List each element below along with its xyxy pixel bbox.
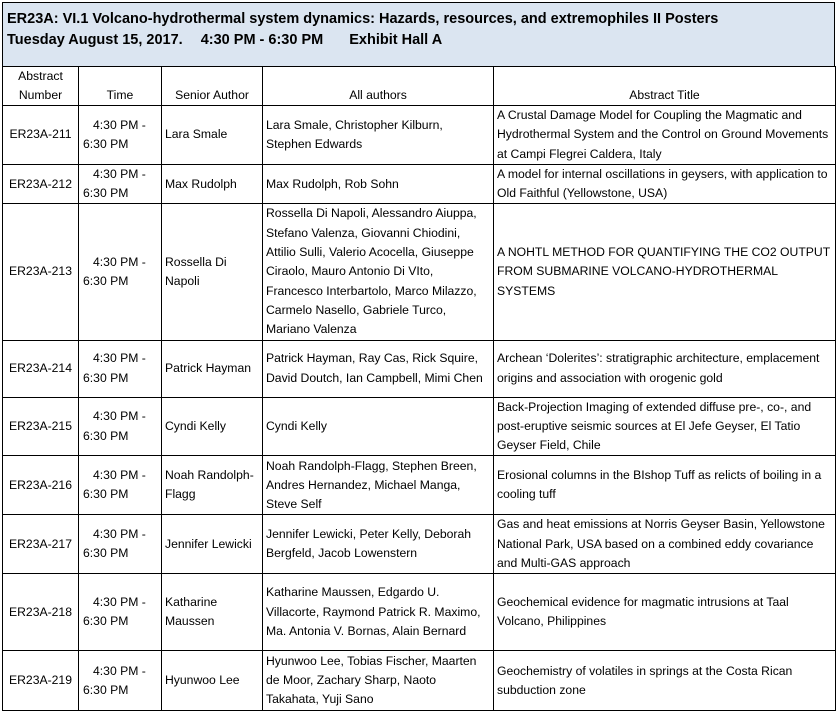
time-end: 6:30 PM bbox=[83, 274, 129, 289]
time-cell bbox=[79, 204, 162, 340]
abstract-number-cell: ER23A-218 bbox=[3, 574, 79, 651]
time-cell bbox=[79, 456, 162, 515]
time-start: 4:30 PM - bbox=[93, 117, 146, 132]
all-authors-cell: Katharine Maussen, Edgardo U. Villacorte, Raymond Patrick R. Maximo, Ma. Antonia V. Bornas, Alain Bernard bbox=[263, 574, 494, 651]
all-authors-cell: Jennifer Lewicki, Peter Kelly, Deborah Bergfeld, Jacob Lowenstern bbox=[263, 515, 494, 574]
time-cell bbox=[79, 651, 162, 711]
time-end: 6:30 PM bbox=[83, 370, 129, 385]
table-row bbox=[3, 456, 836, 515]
abstract-title-cell: Erosional columns in the BIshop Tuff as relicts of boiling in a cooling tuff bbox=[494, 456, 836, 515]
all-authors-cell: Lara Smale, Christopher Kilburn, Stephen Edwards bbox=[263, 106, 494, 165]
table-row bbox=[3, 651, 836, 711]
all-authors-cell: Max Rudolph, Rob Sohn bbox=[263, 164, 494, 204]
time-cell bbox=[79, 574, 162, 651]
column-header-abstract-number-line1: Abstract bbox=[18, 69, 63, 83]
table-row bbox=[3, 340, 836, 397]
time-start: 4:30 PM - bbox=[93, 468, 146, 483]
time-start: 4:30 PM - bbox=[93, 254, 146, 269]
abstract-title-cell: A NOHTL METHOD FOR QUANTIFYING THE CO2 OUTPUT FROM SUBMARINE VOLCANO-HYDROTHERMAL SYSTEMS bbox=[494, 204, 836, 340]
abstract-title-cell: Gas and heat emissions at Norris Geyser Basin, Yellowstone National Park, USA based on a combined eddy covariance and Multi-GAS approach bbox=[494, 515, 836, 574]
abstract-title-cell: A Crustal Damage Model for Coupling the Magmatic and Hydrothermal System and the Control on Ground Movements at Campi Flegrei Caldera, Italy bbox=[494, 106, 836, 165]
abstract-title-cell: Geochemical evidence for magmatic intrusions at Taal Volcano, Philippines bbox=[494, 574, 836, 651]
abstract-number-cell: ER23A-213 bbox=[3, 204, 79, 340]
all-authors-cell: Hyunwoo Lee, Tobias Fischer, Maarten de Moor, Zachary Sharp, Naoto Takahata, Yuji Sano bbox=[263, 651, 494, 711]
abstract-number-cell: ER23A-211 bbox=[3, 106, 79, 165]
all-authors-cell: Noah Randolph-Flagg, Stephen Breen, Andres Hernandez, Michael Manga, Steve Self bbox=[263, 456, 494, 515]
table-row bbox=[3, 204, 836, 340]
table-row bbox=[3, 574, 836, 651]
session-time: 4:30 PM - 6:30 PM bbox=[200, 32, 324, 48]
abstract-number-cell: ER23A-214 bbox=[3, 340, 79, 397]
time-cell bbox=[79, 515, 162, 574]
senior-author-cell: Katharine Maussen bbox=[162, 574, 263, 651]
all-authors-cell: Patrick Hayman, Ray Cas, Rick Squire, David Doutch, Ian Campbell, Mimi Chen bbox=[263, 340, 494, 397]
column-header-all-authors: All authors bbox=[263, 67, 494, 106]
senior-author-cell: Patrick Hayman bbox=[162, 340, 263, 397]
all-authors-cell: Cyndi Kelly bbox=[263, 397, 494, 456]
column-header-senior-author: Senior Author bbox=[162, 67, 263, 106]
time-start: 4:30 PM - bbox=[93, 409, 146, 424]
abstract-number-cell: ER23A-217 bbox=[3, 515, 79, 574]
time-end: 6:30 PM bbox=[83, 136, 129, 151]
abstract-title-cell: Geochemistry of volatiles in springs at the Costa Rican subduction zone bbox=[494, 651, 836, 711]
senior-author-cell: Hyunwoo Lee bbox=[162, 651, 263, 711]
abstract-title-cell: Back-Projection Imaging of extended diffuse pre-, co-, and post-eruptive seismic sources at El Jefe Geyser, El Tatio Geyser Field, Chile bbox=[494, 397, 836, 456]
time-end: 6:30 PM bbox=[83, 428, 129, 443]
senior-author-cell: Noah Randolph-Flagg bbox=[162, 456, 263, 515]
time-cell bbox=[79, 397, 162, 456]
time-end: 6:30 PM bbox=[83, 487, 129, 502]
session-location: Exhibit Hall A bbox=[349, 32, 443, 48]
abstract-number-cell: ER23A-215 bbox=[3, 397, 79, 456]
session-header bbox=[2, 2, 835, 66]
senior-author-cell: Max Rudolph bbox=[162, 164, 263, 204]
time-cell bbox=[79, 164, 162, 204]
column-header-abstract-number bbox=[3, 67, 79, 106]
abstract-title-cell: A model for internal oscillations in geysers, with application to Old Faithful (Yellowstone, USA) bbox=[494, 164, 836, 204]
time-end: 6:30 PM bbox=[83, 614, 129, 629]
table-header-row bbox=[3, 67, 836, 106]
time-start: 4:30 PM - bbox=[93, 527, 146, 542]
abstract-number-cell: ER23A-216 bbox=[3, 456, 79, 515]
column-header-abstract-number-line2: Number bbox=[18, 88, 63, 102]
senior-author-cell: Rossella Di Napoli bbox=[162, 204, 263, 340]
all-authors-cell: Rossella Di Napoli, Alessandro Aiuppa, Stefano Valenza, Giovanni Chiodini, Attilio Sulli, Valerio Acocella, Giuseppe Ciraolo, Mauro Antonio Di VIto, Francesco Interbartolo, Marco Milazzo, Carmelo Nasello, Gabriele Turco, Mariano Valenza bbox=[263, 204, 494, 340]
session-document bbox=[2, 2, 835, 707]
time-start: 4:30 PM - bbox=[93, 595, 146, 610]
time-start: 4:30 PM - bbox=[93, 166, 146, 181]
abstract-number-cell: ER23A-219 bbox=[3, 651, 79, 711]
time-cell bbox=[79, 340, 162, 397]
table-row bbox=[3, 515, 836, 574]
senior-author-cell: Cyndi Kelly bbox=[162, 397, 263, 456]
session-title: ER23A: VI.1 Volcano-hydrothermal system dynamics: Hazards, resources, and extremophiles II Posters bbox=[7, 11, 719, 27]
session-day: Tuesday August 15, 2017. bbox=[7, 32, 183, 48]
column-header-time: Time bbox=[79, 67, 162, 106]
senior-author-cell: Lara Smale bbox=[162, 106, 263, 165]
time-end: 6:30 PM bbox=[83, 546, 129, 561]
column-header-abstract-title: Abstract Title bbox=[494, 67, 836, 106]
time-end: 6:30 PM bbox=[83, 682, 129, 697]
poster-table bbox=[2, 66, 836, 711]
session-schedule bbox=[7, 30, 834, 51]
time-start: 4:30 PM - bbox=[93, 351, 146, 366]
table-row bbox=[3, 164, 836, 204]
abstract-number-cell: ER23A-212 bbox=[3, 164, 79, 204]
abstract-title-cell: Archean ‘Dolerites’: stratigraphic architecture, emplacement origins and association with orogenic gold bbox=[494, 340, 836, 397]
time-start: 4:30 PM - bbox=[93, 663, 146, 678]
time-end: 6:30 PM bbox=[83, 186, 129, 201]
time-cell bbox=[79, 106, 162, 165]
table-row bbox=[3, 397, 836, 456]
table-row bbox=[3, 106, 836, 165]
senior-author-cell: Jennifer Lewicki bbox=[162, 515, 263, 574]
